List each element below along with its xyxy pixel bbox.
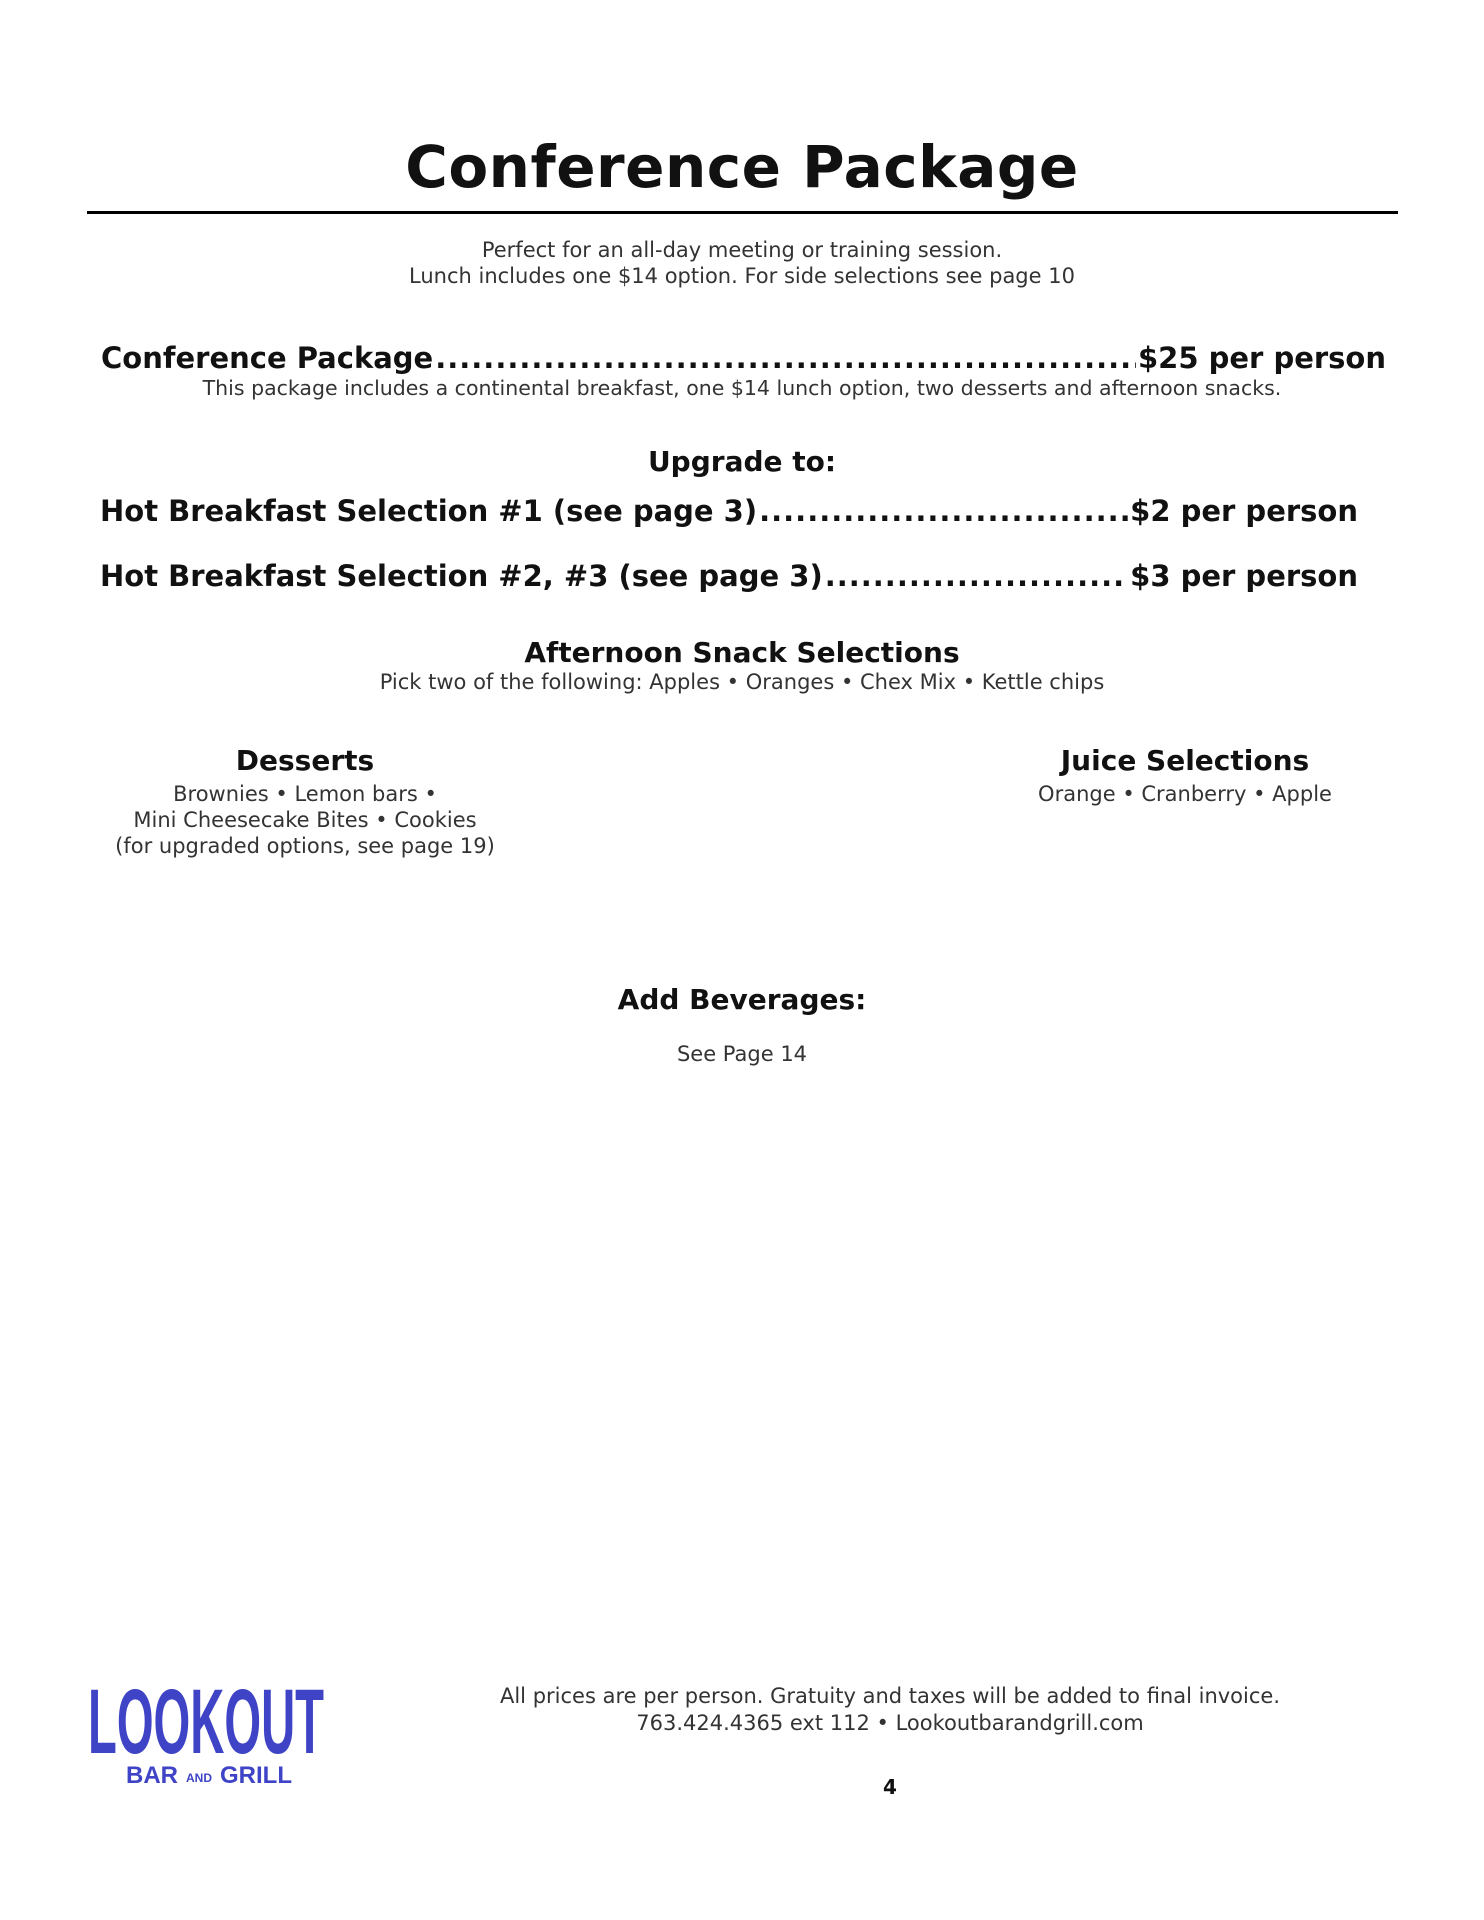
- juice-heading: Juice Selections: [1060, 744, 1310, 777]
- logo-main-text: LOOKOUT: [88, 1675, 324, 1773]
- juice-section: [1000, 744, 1370, 807]
- logo-bar-text: BAR: [126, 1762, 178, 1787]
- juice-text: Orange • Cranberry • Apple: [1038, 782, 1332, 806]
- package-description: This package includes a continental breakfast, one $14 lunch option, two desserts and afternoon snacks.: [202, 376, 1282, 400]
- lookout-logo: [86, 1675, 326, 1787]
- beverages-text: See Page 14: [676, 1042, 808, 1066]
- snack-text: Pick two of the following: Apples • Oranges • Chex Mix • Kettle chips: [379, 670, 1105, 694]
- snack-heading: Afternoon Snack Selections: [524, 636, 960, 669]
- desserts-line-3: (for upgraded options, see page 19): [115, 834, 495, 858]
- logo-and-text: AND: [186, 1771, 212, 1785]
- upgrade-name: Hot Breakfast Selection #2, #3 (see page 3): [100, 559, 823, 593]
- footer-line-2: 763.424.4365 ext 112 • Lookoutbarandgrill.com: [636, 1711, 1144, 1735]
- upgrade-name: Hot Breakfast Selection #1 (see page 3): [100, 494, 758, 528]
- leader-dots: [759, 494, 1128, 528]
- logo-grill-text: GRILL: [220, 1762, 292, 1787]
- intro-line-1: Perfect for an all-day meeting or training session.: [481, 238, 1003, 262]
- title-divider: [87, 211, 1398, 214]
- desserts-line-1: Brownies • Lemon bars •: [173, 782, 437, 806]
- footer-line-1: All prices are per person. Gratuity and taxes will be added to final invoice.: [499, 1684, 1280, 1708]
- intro-line-2: Lunch includes one $14 option. For side selections see page 10: [409, 264, 1075, 288]
- page-number: 4: [883, 1775, 897, 1799]
- upgrade-line-2: [100, 559, 1358, 593]
- upgrade-heading: Upgrade to:: [647, 445, 837, 478]
- package-name: Conference Package: [101, 341, 434, 375]
- upgrade-price: $3 per person: [1130, 559, 1358, 593]
- upgrade-line-1: [100, 494, 1358, 528]
- leader-dots: [825, 559, 1128, 593]
- upgrade-price: $2 per person: [1130, 494, 1358, 528]
- desserts-line-2: Mini Cheesecake Bites • Cookies: [133, 808, 477, 832]
- page-title: Conference Package: [405, 133, 1079, 201]
- desserts-heading: Desserts: [235, 744, 375, 777]
- package-price-line: [101, 341, 1386, 375]
- package-price: $25 per person: [1137, 341, 1386, 375]
- beverages-heading: Add Beverages:: [617, 983, 867, 1016]
- desserts-section: [100, 744, 510, 859]
- leader-dots: [435, 341, 1136, 375]
